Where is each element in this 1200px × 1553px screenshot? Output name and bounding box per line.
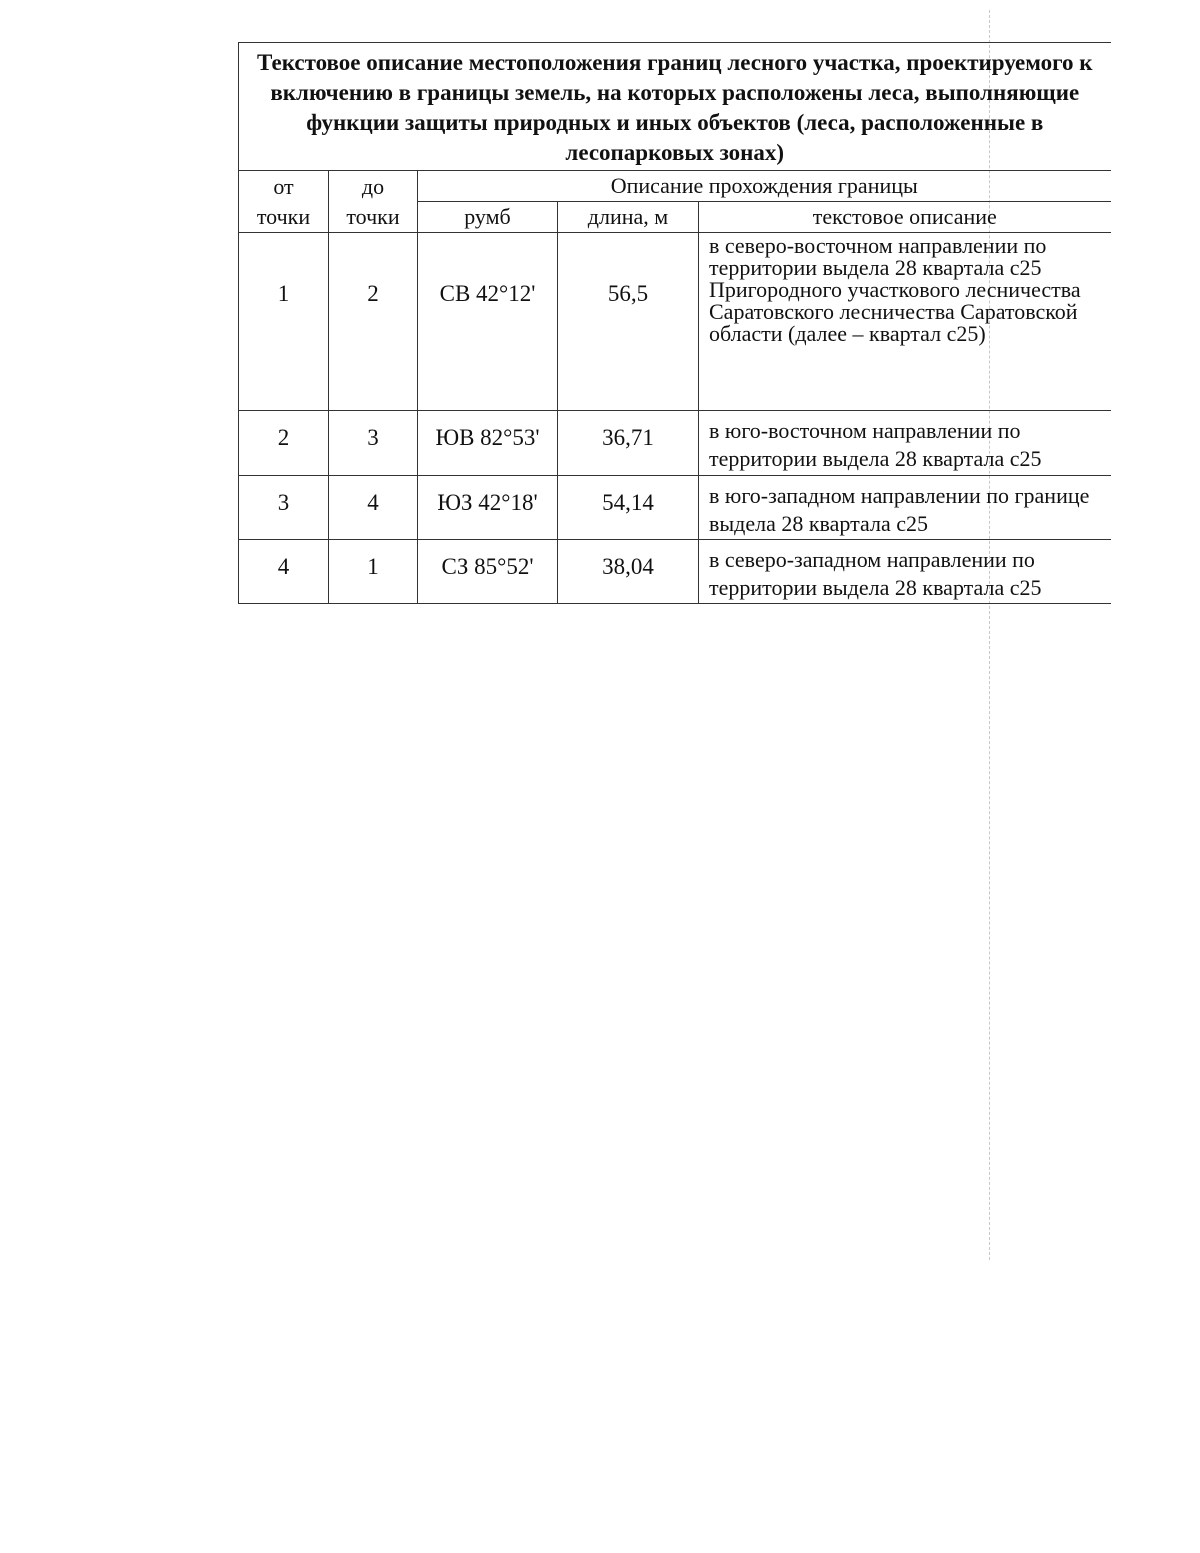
cell-to: 4 — [329, 476, 418, 540]
table-title-row — [239, 43, 1111, 171]
header-text-description: текстовое описание — [699, 202, 1111, 233]
cell-from: 4 — [239, 540, 329, 604]
header-from-line2: точки — [256, 203, 311, 229]
cell-to: 2 — [329, 233, 418, 411]
header-boundary-description: Описание прохождения границы — [418, 171, 1111, 202]
cell-description: в северо-западном направлении по территории выдела 28 квартала с25 — [699, 540, 1111, 604]
table-row — [239, 411, 1111, 476]
header-to-line1: до — [361, 173, 385, 199]
header-length: длина, м — [558, 202, 699, 233]
table-row — [239, 540, 1111, 604]
cell-description: в юго-западном направлении по границе выдела 28 квартала с25 — [699, 476, 1111, 540]
cell-length: 38,04 — [558, 540, 699, 604]
cell-to: 1 — [329, 540, 418, 604]
cell-bearing: ЮВ 82°53' — [418, 411, 558, 476]
cell-from: 3 — [239, 476, 329, 540]
header-to-point — [329, 171, 418, 233]
header-row-1 — [239, 171, 1111, 202]
table-title: Текстовое описание местоположения границ лесного участка, проектируемого к включению в границы земель, на которых расположены леса, выполняющие функции защиты природных и иных объектов (леса, расположенные в лесопарковых зонах) — [239, 43, 1111, 171]
cell-description: в юго-восточном направлении по территории выдела 28 квартала с25 — [699, 411, 1111, 476]
header-bearing: румб — [418, 202, 558, 233]
header-from-point — [239, 171, 329, 233]
table-row — [239, 476, 1111, 540]
cell-bearing: ЮЗ 42°18' — [418, 476, 558, 540]
cell-bearing: СВ 42°12' — [418, 233, 558, 411]
table-row — [239, 233, 1111, 411]
cell-bearing: СЗ 85°52' — [418, 540, 558, 604]
cell-length: 56,5 — [558, 233, 699, 411]
header-from-line1: от — [273, 173, 294, 199]
cell-to: 3 — [329, 411, 418, 476]
cell-description: в северо-восточном направлении по территории выдела 28 квартала с25 Пригородного участкового лесничества Саратовского лесничества Саратовской области (далее – квартал с25) — [699, 233, 1111, 411]
cell-length: 54,14 — [558, 476, 699, 540]
boundary-description-table — [238, 42, 1111, 604]
cell-from: 2 — [239, 411, 329, 476]
cell-length: 36,71 — [558, 411, 699, 476]
header-to-line2: точки — [346, 203, 400, 229]
cell-from: 1 — [239, 233, 329, 411]
